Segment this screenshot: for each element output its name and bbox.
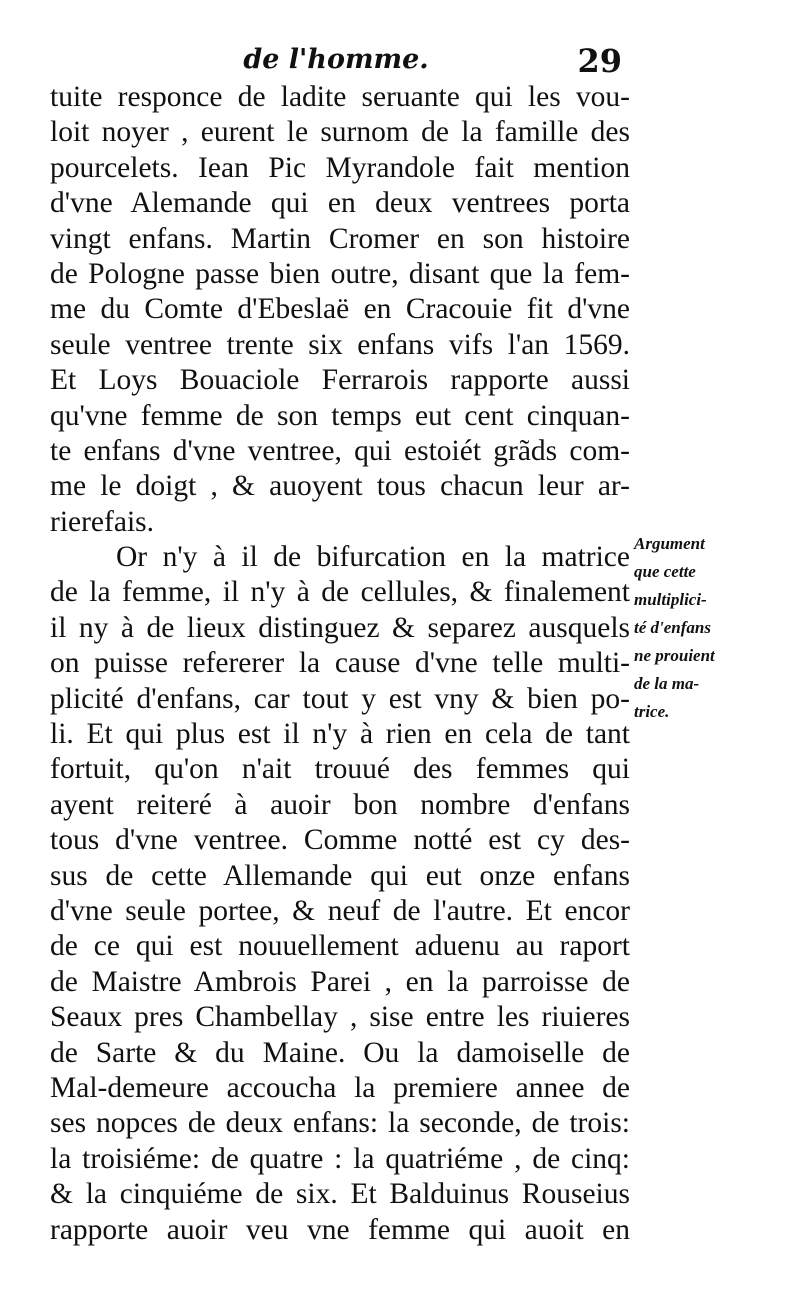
text-line: de la femme, il n'y à de cellules, & finalement: [50, 576, 630, 609]
text-line: Mal-demeure accoucha la premiere annee de: [50, 1071, 630, 1104]
page-number: 29: [577, 42, 622, 80]
text-line: loit noyer , eurent le surnom de la famille des: [50, 116, 630, 149]
marginal-note-line: trice.: [634, 702, 670, 721]
text-line: Seaux pres Chambellay , sise entre les riuieres: [50, 1001, 630, 1034]
text-line: de Pologne passe bien outre, disant que la fem-: [50, 257, 630, 290]
marginal-note-line: Argument: [634, 534, 705, 553]
text-line: sus de cette Allemande qui eut onze enfans: [50, 859, 630, 892]
marginal-note-line: multiplici-: [634, 590, 707, 609]
text-line: rapporte auoir veu vne femme qui auoit en: [50, 1213, 630, 1246]
marginal-note-line: que cette: [634, 562, 696, 581]
text-line: ayent reiteré à auoir bon nombre d'enfans: [50, 788, 630, 821]
text-line: d'vne Alemande qui en deux ventrees porta: [50, 187, 630, 220]
text-line: la troisiéme: de quatre : la quatriéme , de cinq:: [50, 1142, 630, 1175]
text-line: li. Et qui plus est il n'y à rien en cela de tant: [50, 718, 630, 751]
text-line: me le doigt , & auoyent tous chacun leur ar-: [50, 470, 630, 503]
text-line: fortuit, qu'on n'ait trouué des femmes qui: [50, 753, 630, 786]
marginal-note-line: ne prouient: [634, 646, 715, 665]
main-text: [50, 80, 630, 1248]
text-line: me du Comte d'Ebeslaë en Cracouie fit d'vne: [50, 293, 630, 326]
text-line: seule ventree trente six enfans vifs l'an 1569.: [50, 328, 630, 361]
text-line: d'vne seule portee, & neuf de l'autre. Et encor: [50, 894, 630, 927]
text-line: Et Loys Bouaciole Ferrarois rapporte aussi: [50, 364, 630, 397]
text-line: tuite responce de ladite seruante qui les vou-: [50, 81, 630, 113]
marginal-note-line: té d'enfans: [634, 618, 711, 637]
marginal-note-line: de la ma-: [634, 674, 700, 693]
text-line: plicité d'enfans, car tout y est vny & bien po-: [50, 682, 630, 715]
text-line: rierefais.: [50, 505, 154, 538]
page-header: [46, 40, 626, 80]
text-line: tous d'vne ventree. Comme notté est cy des-: [50, 824, 630, 857]
text-line: te enfans d'vne ventree, qui estoiét grãds com-: [50, 434, 630, 467]
text-line: de Maistre Ambrois Parei , en la parroisse de: [50, 965, 630, 998]
paragraph-2: [50, 540, 630, 1248]
paragraph-1: [50, 80, 630, 540]
text-line: de Sarte & du Maine. Ou la damoiselle de: [50, 1036, 630, 1069]
running-head: de l'homme.: [243, 44, 429, 75]
text-line: ses nopces de deux enfans: la seconde, de trois:: [50, 1107, 630, 1140]
text-line: on puisse refererer la cause d'vne telle multi-: [50, 647, 630, 680]
text-line: Or n'y à il de bifurcation en la matrice: [116, 541, 630, 574]
text-line: & la cinquiéme de six. Et Balduinus Rouseius: [50, 1178, 630, 1211]
marginal-note: [634, 530, 796, 726]
text-line: qu'vne femme de son temps eut cent cinquan-: [50, 399, 630, 432]
text-line: pourcelets. Iean Pic Myrandole fait mention: [50, 151, 630, 184]
text-line: de ce qui est nouuellement aduenu au raport: [50, 930, 630, 963]
text-line: vingt enfans. Martin Cromer en son histoire: [50, 222, 630, 255]
text-line: il ny à de lieux distinguez & separez ausquels: [50, 611, 630, 644]
